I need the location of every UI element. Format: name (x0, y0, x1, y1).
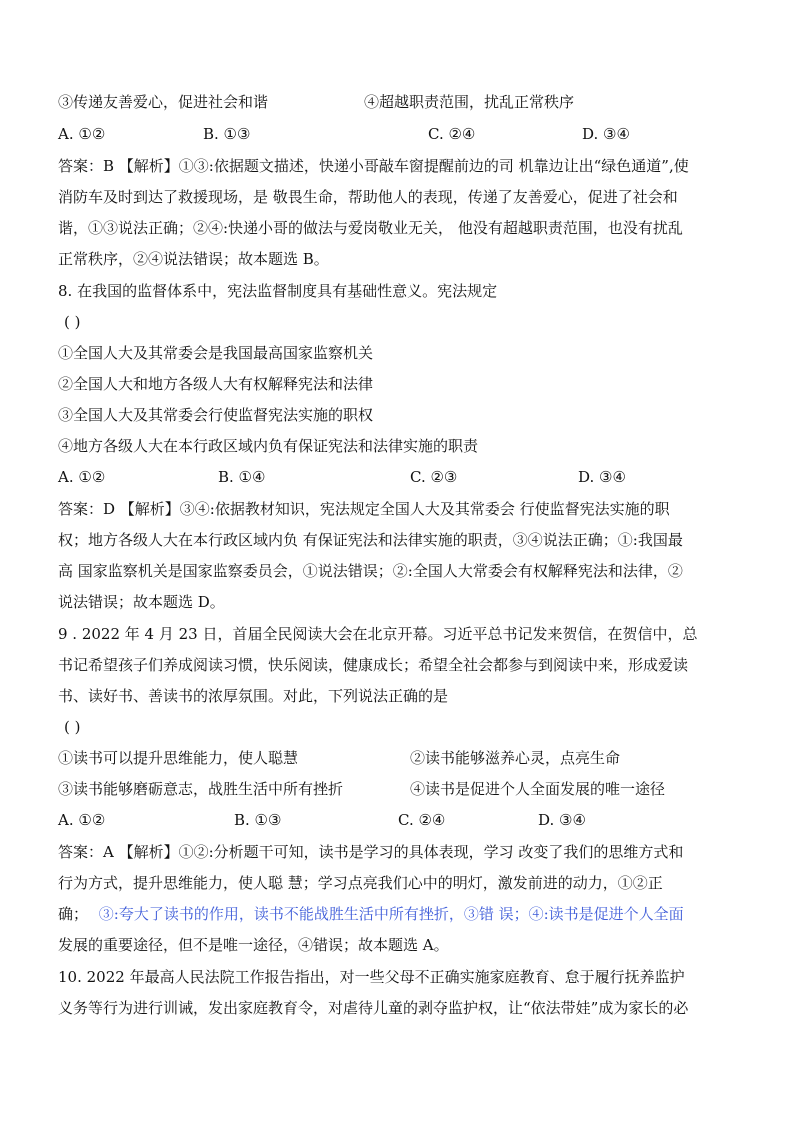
q9-option-3: ③读书能够磨砺意志，战胜生活中所有挫折 (58, 780, 344, 798)
q7-choice-c: C. ②④ (428, 125, 476, 143)
q8-choice-c: C. ②③ (410, 468, 458, 486)
q9-choice-d: D. ③④ (538, 811, 586, 829)
q7-answer-line-4: 正常秩序，②④说法错误；故本题选 B。 (58, 250, 329, 268)
q7-answer-line-1: 答案：B 【解析】①③:依据题文描述，快递小哥敲车窗提醒前边的司 机靠边让出“绿色通道”,使 (58, 157, 689, 175)
q8-option-3: ③全国人大及其常委会行使监督宪法实施的职权 (58, 406, 374, 424)
q9-option-1: ①读书可以提升思维能力，使人聪慧 (58, 749, 299, 767)
q7-choice-a: A. ①② (58, 125, 106, 143)
q7-choice-d: D. ③④ (582, 125, 630, 143)
q7-option-3: ③传递友善爱心，促进社会和谐 (58, 93, 269, 111)
q8-option-2: ②全国人大和地方各级人大有权解释宪法和法律 (58, 375, 374, 393)
q8-answer-line-3: 高 国家监察机关是国家监察委员会，①说法错误；②:全国人大常委会有权解释宪法和法律，② (58, 562, 683, 580)
q9-answer-line-2: 行为方式，提升思维能力，使人聪 慧；学习点亮我们心中的明灯，激发前进的动力，①②正 (58, 874, 663, 892)
q8-answer-line-2: 权；地方各级人大在本行政区域内负 有保证宪法和法律实施的职责，③④说法正确；①:我国最 (58, 531, 683, 549)
q8-answer-line-1: 答案：D 【解析】③④:依据教材知识，宪法规定全国人大及其常委会 行使监督宪法实施的职 (58, 500, 670, 518)
q7-choice-b: B. ①③ (203, 125, 251, 143)
q8-choice-b: B. ①④ (218, 468, 266, 486)
q9-choice-c: C. ②④ (398, 811, 446, 829)
q9-choice-a: A. ①② (58, 811, 106, 829)
q7-option-4: ④超越职责范围，扰乱正常秩序 (364, 93, 575, 111)
q8-stem: 8. 在我国的监督体系中，宪法监督制度具有基础性意义。宪法规定 (58, 282, 498, 300)
q9-answer-line-1: 答案：A 【解析】①②:分析题干可知，读书是学习的具体表现，学习 改变了我们的思维方式和 (58, 843, 684, 861)
q8-choice-a: A. ①② (58, 468, 106, 486)
q9-answer-line-3 (58, 904, 684, 924)
q8-answer-blank: ( ) (64, 313, 81, 331)
q8-option-4: ④地方各级人大在本行政区域内负有保证宪法和法律实施的职责 (58, 437, 479, 455)
q7-answer-line-3: 谐，①③说法正确；②④:快递小哥的做法与爱岗敬业无关， 他没有超越职责范围，也没有扰乱 (58, 219, 683, 237)
q9-stem-line-3: 书、读好书、善读书的浓厚氛围。对此，下列说法正确的是 (58, 687, 449, 705)
q9-answer-line-3-text: ③:夸大了读书的作用，读书不能战胜生活中所有挫折，③错 误；④:读书是促进个人全面 (98, 905, 684, 923)
q9-answer-line-3-prefix: 确； (58, 905, 89, 923)
q8-answer-line-4: 说法错误；故本题选 D。 (58, 593, 225, 611)
q9-answer-line-4: 发展的重要途径，但不是唯一途径，④错误；故本题选 A。 (58, 936, 449, 954)
q10-stem-line-2: 义务等行为进行训诫，发出家庭教育令，对虐待儿童的剥夺监护权，让“依法带娃”成为家长的必 (58, 999, 689, 1017)
q9-stem-line-1: 9 . 2022 年 4 月 23 日，首届全民阅读大会在北京开幕。习近平总书记发来贺信，在贺信中，总 (58, 625, 698, 643)
q8-option-1: ①全国人大及其常委会是我国最高国家监察机关 (58, 344, 374, 362)
q9-answer-blank: ( ) (64, 718, 81, 736)
q9-stem-line-2: 书记希望孩子们养成阅读习惯，快乐阅读，健康成长；希望全社会都参与到阅读中来，形成爱读 (58, 656, 689, 674)
q8-choice-d: D. ③④ (578, 468, 626, 486)
q10-stem-line-1: 10. 2022 年最高人民法院工作报告指出，对一些父母不正确实施家庭教育、怠于履行抚养监护 (58, 968, 685, 986)
q9-option-4: ④读书是促进个人全面发展的唯一途径 (410, 780, 666, 798)
q7-answer-line-2: 消防车及时到达了救援现场，是 敬畏生命，帮助他人的表现，传递了友善爱心，促进了社会和 (58, 188, 678, 206)
q9-option-2: ②读书能够滋养心灵，点亮生命 (410, 749, 621, 767)
q9-choice-b: B. ①③ (234, 811, 282, 829)
